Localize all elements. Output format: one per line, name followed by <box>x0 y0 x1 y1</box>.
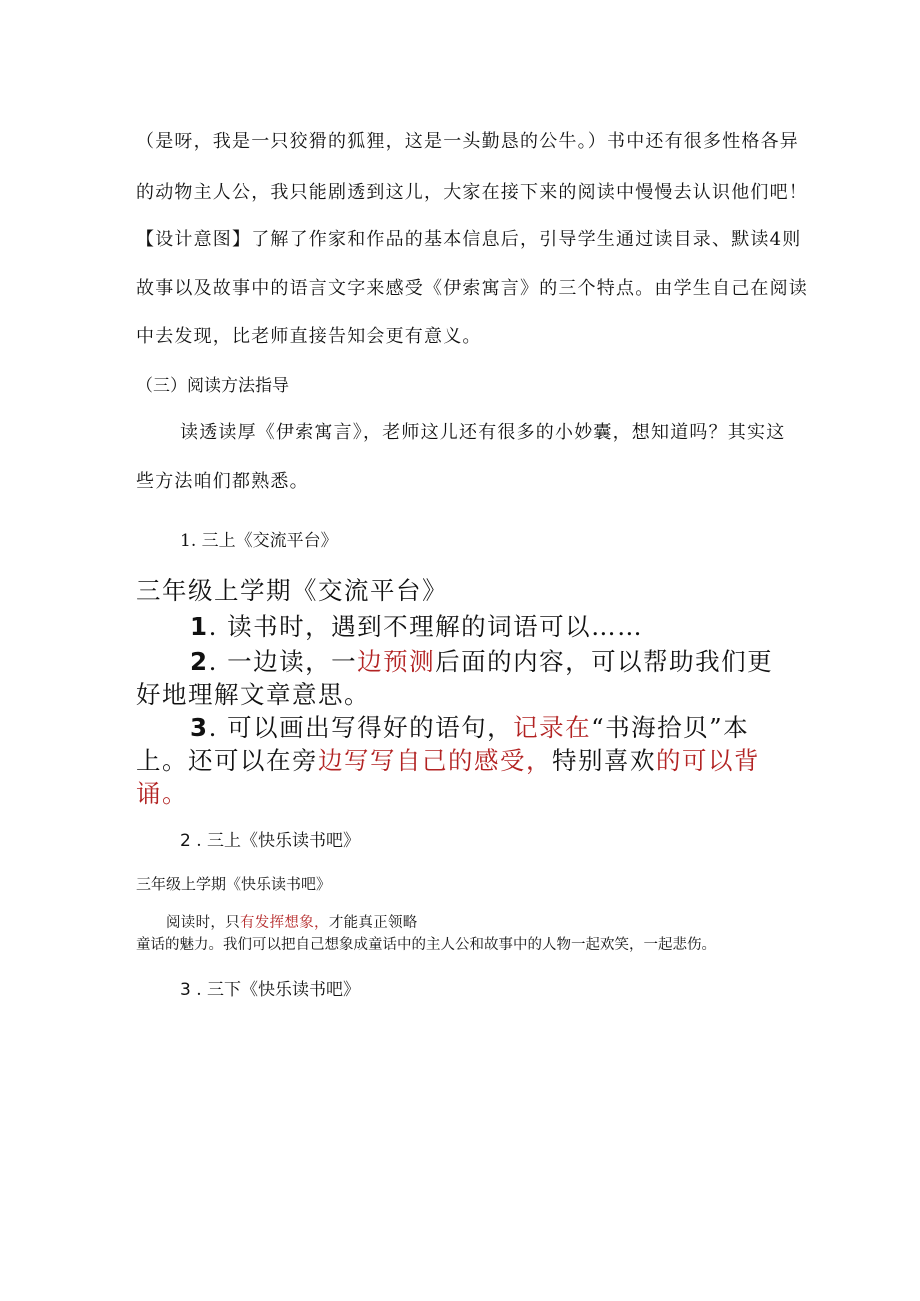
point-text: . 可以画出写得好的语句， <box>208 713 514 742</box>
point-number: 1 <box>190 612 209 641</box>
para1-line2: 的动物主人公，我只能剧透到这儿，大家在接下来的阅读中慢慢去认识他们吧！ <box>136 182 808 203</box>
point-number: 3 <box>190 713 209 742</box>
point-text: 特别喜欢 <box>552 746 656 775</box>
para2-line1: 读透读厚《伊索寓言》，老师这儿还有很多的小妙囊，想知道吗？其实这 <box>180 422 786 443</box>
highlight-text: 有发挥想象， <box>240 915 329 931</box>
section3-heading: （三）阅读方法指导 <box>136 376 289 396</box>
highlight-text: 记录在 <box>513 713 592 742</box>
item2-heading <box>180 826 360 851</box>
exchange-title: 三年级上学期《交流平台》 <box>136 576 448 605</box>
para1-line1: （是呀，我是一只狡猾的狐狸，这是一头勤恳的公牛。）书中还有很多性格各异 <box>136 131 799 152</box>
highlight-text: 的可以背 <box>656 746 760 775</box>
heading-number: 2 <box>180 831 191 851</box>
highlight-text: 边预测 <box>357 647 436 676</box>
design-intent-line2: 故事以及故事中的语言文字来感受《伊索寓言》的三个特点。由学生自己在阅读 <box>136 278 808 299</box>
point-text: 后面的内容，可以帮助我们更 <box>435 647 774 676</box>
happy-line2: 童话的魅力。我们可以把自己想象成童话中的主人公和故事中的人物一起欢笑，一起悲伤。 <box>136 937 716 953</box>
highlight-text: 边写写自己的感受， <box>318 746 552 775</box>
exchange-point-2 <box>190 643 773 678</box>
heading-text: . 三下《快乐读书吧》 <box>190 980 361 1000</box>
happy-line1 <box>166 911 418 932</box>
point-number: 2 <box>190 647 209 676</box>
para2-line2: 些方法咱们都熟悉。 <box>136 471 309 492</box>
exchange-point-3 <box>190 709 749 744</box>
point-text: . 读书时，遇到不理解的词语可以…… <box>208 612 644 641</box>
happy-text: 才能真正领略 <box>328 915 418 931</box>
point-text: “书海拾贝”本 <box>591 713 750 742</box>
happy-text: 阅读时，只 <box>166 915 240 931</box>
point-text: . 一边读，一 <box>208 647 358 676</box>
design-intent-line3: 中去发现，比老师直接告知会更有意义。 <box>136 326 482 347</box>
exchange-point-2-line2: 好地理解文章意思。 <box>136 680 370 709</box>
design-intent-line1: 【设计意图】了解了作家和作品的基本信息后，引导学生通过读目录、默读4则 <box>136 229 802 250</box>
heading-number: 3 <box>180 980 191 1000</box>
exchange-point-3-line3: 诵。 <box>136 779 188 808</box>
exchange-point-3-line2 <box>136 742 760 777</box>
point-text: 上。还可以在旁 <box>136 746 318 775</box>
happy-title: 三年级上学期《快乐读书吧》 <box>136 875 332 893</box>
item1-heading: 1. 三上《交流平台》 <box>180 531 338 551</box>
item3-heading <box>180 975 360 1000</box>
heading-text: . 三上《快乐读书吧》 <box>190 831 361 851</box>
exchange-point-1 <box>190 608 643 643</box>
